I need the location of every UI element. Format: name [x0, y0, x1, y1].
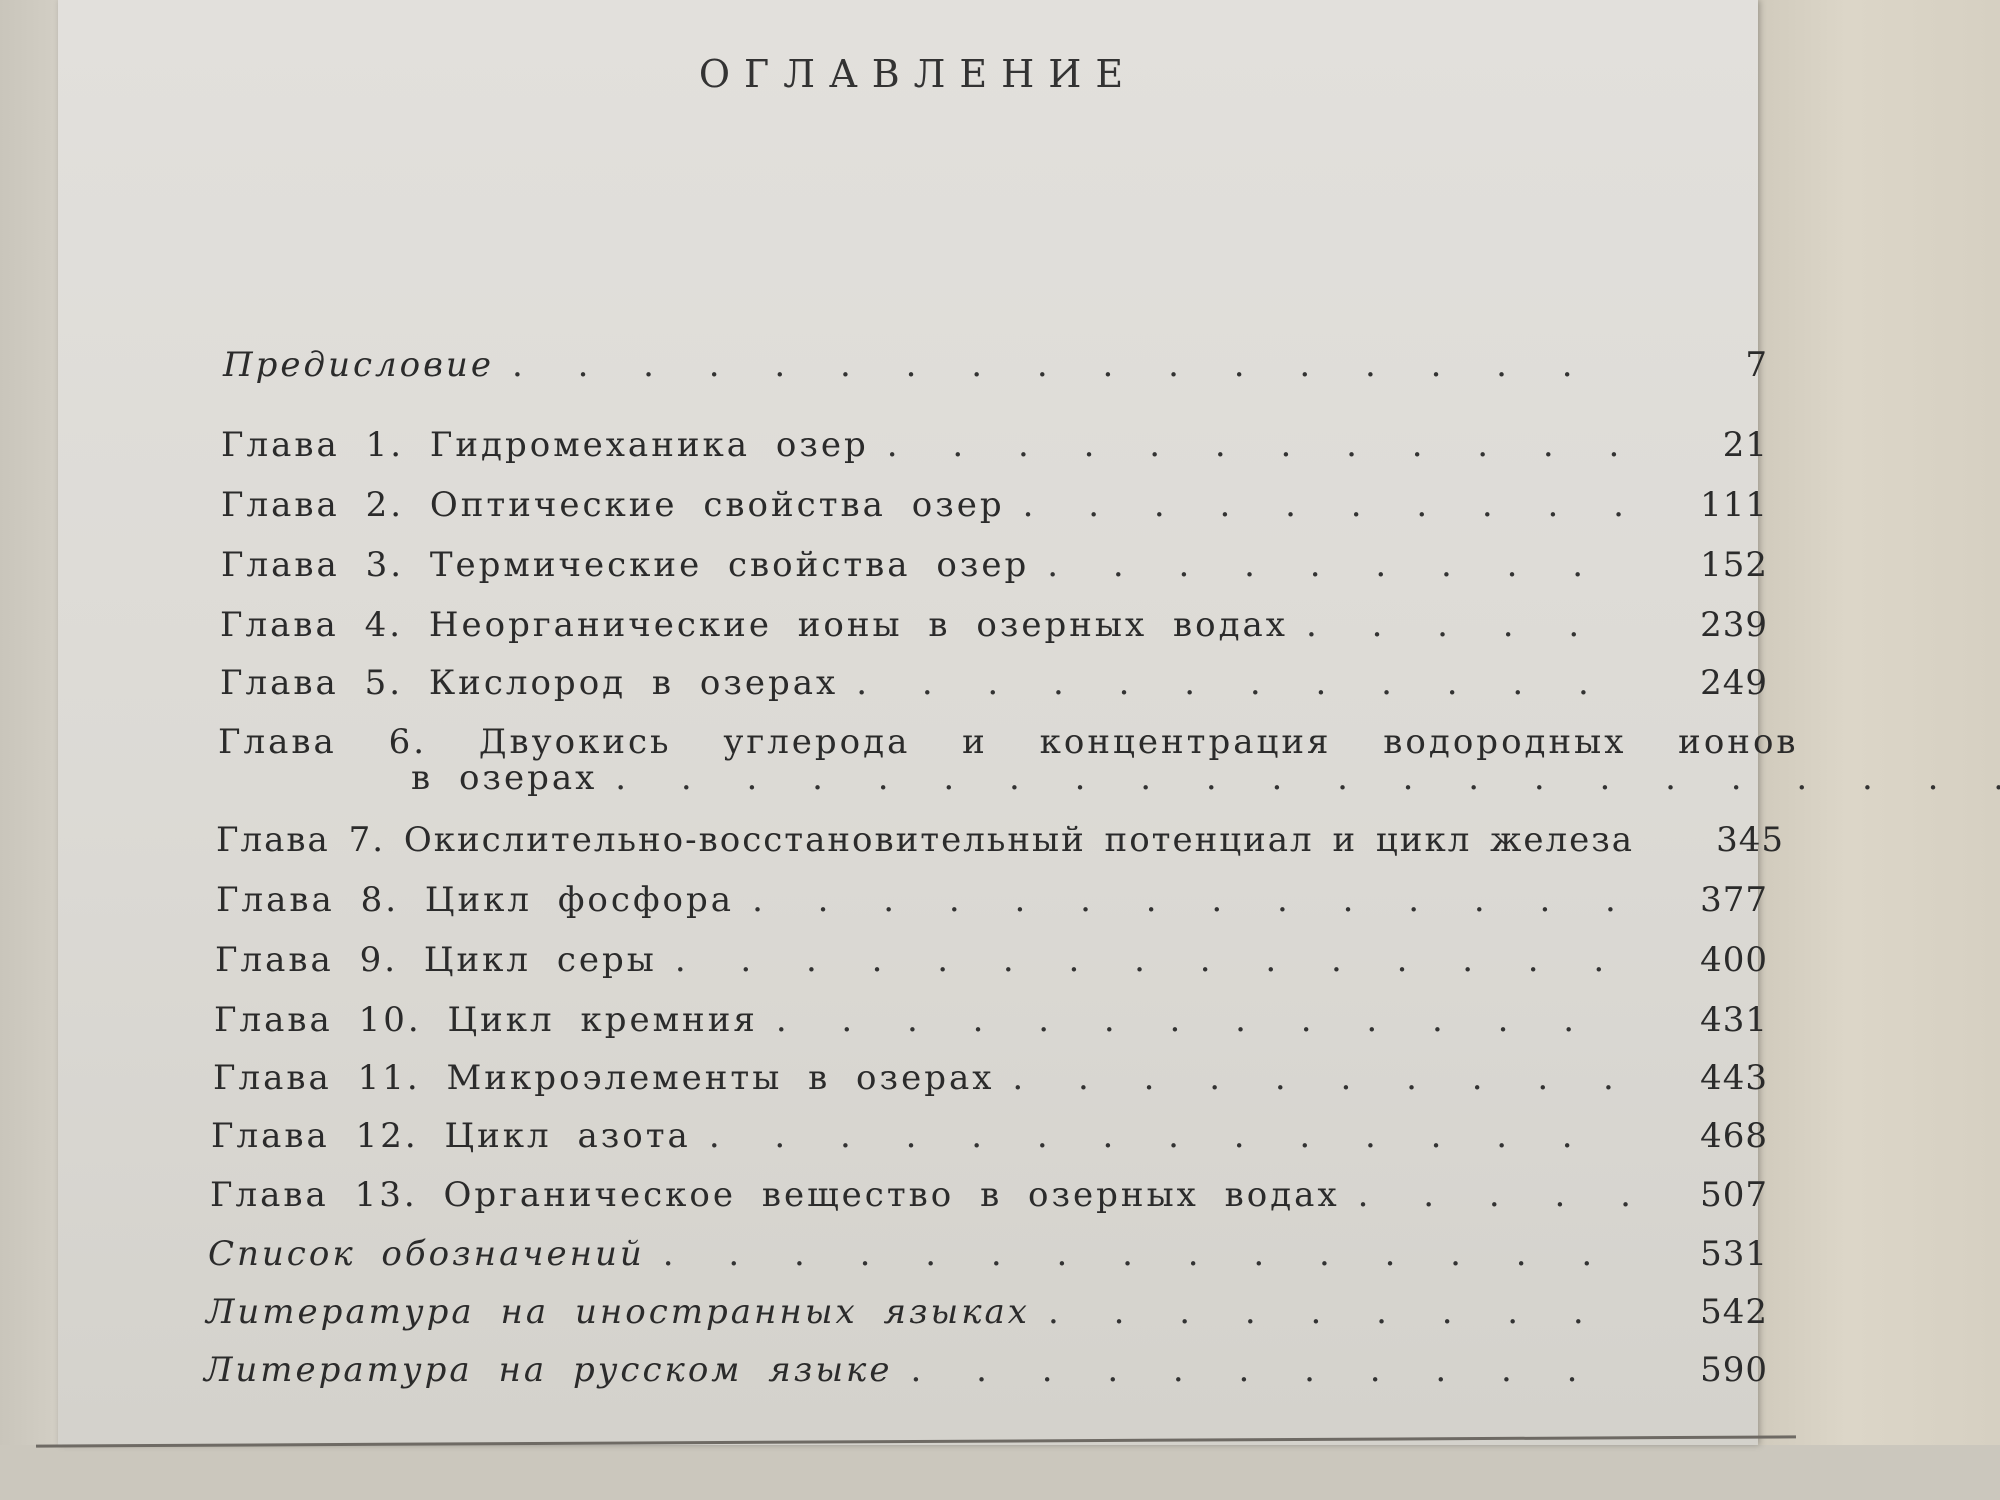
- toc-entry-label: Литература на иностранных языках: [206, 1292, 1030, 1332]
- toc-entry-page: 21: [1722, 425, 1768, 465]
- toc-entry-chapter-9: [215, 940, 1768, 980]
- toc-entry-label: Глава 13. Органическое вещество в озерных водах: [210, 1175, 1340, 1215]
- toc-entry-notation-list: [208, 1234, 1768, 1274]
- toc-entry-page: 531: [1700, 1234, 1768, 1274]
- toc-entry-foreign-literature: [206, 1292, 1768, 1332]
- toc-entry-chapter-12: [211, 1116, 1768, 1156]
- toc-entry-label: Глава 2. Оптические свойства озер: [221, 485, 1005, 525]
- leader-dots: [1306, 605, 1628, 645]
- toc-entry-label: Глава 4. Неорганические ионы в озерных водах: [220, 605, 1288, 645]
- leader-dots: [675, 940, 1628, 980]
- toc-entry-chapter-1: [221, 425, 1768, 465]
- leader-dots: [1023, 485, 1628, 525]
- toc-entry-chapter-7: [216, 820, 1785, 860]
- page-title: ОГЛАВЛЕНИЕ: [698, 52, 1138, 96]
- toc-entry-page: 249: [1700, 663, 1768, 703]
- toc-entry-page: 443: [1700, 1058, 1768, 1098]
- toc-entry-page: 152: [1700, 545, 1768, 585]
- toc-entry-chapter-3: [221, 545, 1768, 585]
- toc-entry-page: 377: [1700, 880, 1768, 920]
- toc-entry-chapter-2: [221, 485, 1768, 525]
- toc-entry-label: Глава 7. Окислительно-восстановительный потенциал и цикл железа: [216, 820, 1635, 860]
- toc-entry-chapter-8: [216, 880, 1768, 920]
- toc-entry-label: Глава 11. Микроэлементы в озерах: [213, 1058, 995, 1098]
- backdrop-left: [0, 0, 60, 1500]
- leader-dots: [776, 1000, 1628, 1040]
- toc-entry-label: Список обозначений: [208, 1234, 645, 1274]
- leader-dots: [709, 1116, 1628, 1156]
- toc-entry-page: 590: [1700, 1350, 1768, 1390]
- toc-entry-label: Глава 1. Гидромеханика озер: [221, 425, 869, 465]
- toc-entry-label: Предисловие: [223, 345, 494, 385]
- toc-entry-chapter-13: [210, 1175, 1768, 1215]
- toc-entry-chapter-6: [218, 722, 1799, 798]
- toc-entry-label-continuation: в озерах: [411, 758, 598, 798]
- toc-entry-page: 239: [1700, 605, 1768, 645]
- toc-entry-label: Литература на русском языке: [204, 1350, 893, 1390]
- toc-entry-russian-literature: [204, 1350, 1768, 1390]
- leader-dots: [1012, 1058, 1628, 1098]
- toc-entry-preface: [223, 345, 1768, 385]
- toc-entry-page: 431: [1700, 1000, 1768, 1040]
- toc-entry-chapter-4: [220, 605, 1768, 645]
- toc-entry-label: Глава 9. Цикл серы: [215, 940, 657, 980]
- leader-dots: [663, 1234, 1628, 1274]
- toc-entry-chapter-11: [213, 1058, 1768, 1098]
- toc-entry-label: Глава 3. Термические свойства озер: [221, 545, 1030, 585]
- leader-dots: [910, 1350, 1628, 1390]
- toc-entry-page: 345: [1716, 820, 1785, 860]
- leader-dots: [856, 663, 1628, 703]
- leader-dots: [512, 345, 1628, 385]
- book-page: [58, 0, 1799, 1445]
- toc-entry-chapter-5: [220, 663, 1768, 703]
- toc-entry-chapter-10: [214, 1000, 1768, 1040]
- toc-entry-label: Глава 8. Цикл фосфора: [216, 880, 735, 920]
- toc-entry-label: Глава 6. Двуокись углерода и концентрация водородных ионов: [218, 722, 1799, 762]
- leader-dots: [887, 425, 1628, 465]
- toc-entry-page: 7: [1745, 345, 1768, 385]
- toc-entry-label: Глава 10. Цикл кремния: [214, 1000, 758, 1040]
- page-bottom-edge: [0, 1445, 2000, 1500]
- leader-dots: [752, 880, 1628, 920]
- toc-entry-page: 542: [1700, 1292, 1768, 1332]
- toc-entry-label: Глава 12. Цикл азота: [211, 1116, 691, 1156]
- toc-entry-page: 468: [1700, 1116, 1768, 1156]
- toc-entry-page: 111: [1700, 485, 1768, 525]
- toc-entry-page: 400: [1700, 940, 1768, 980]
- table-of-contents: [58, 0, 1799, 1445]
- toc-entry-page: 507: [1700, 1175, 1768, 1215]
- leader-dots: [615, 758, 2000, 798]
- toc-entry-label: Глава 5. Кислород в озерах: [220, 663, 839, 703]
- leader-dots: [1048, 1292, 1628, 1332]
- leader-dots: [1358, 1175, 1628, 1215]
- leader-dots: [1047, 545, 1628, 585]
